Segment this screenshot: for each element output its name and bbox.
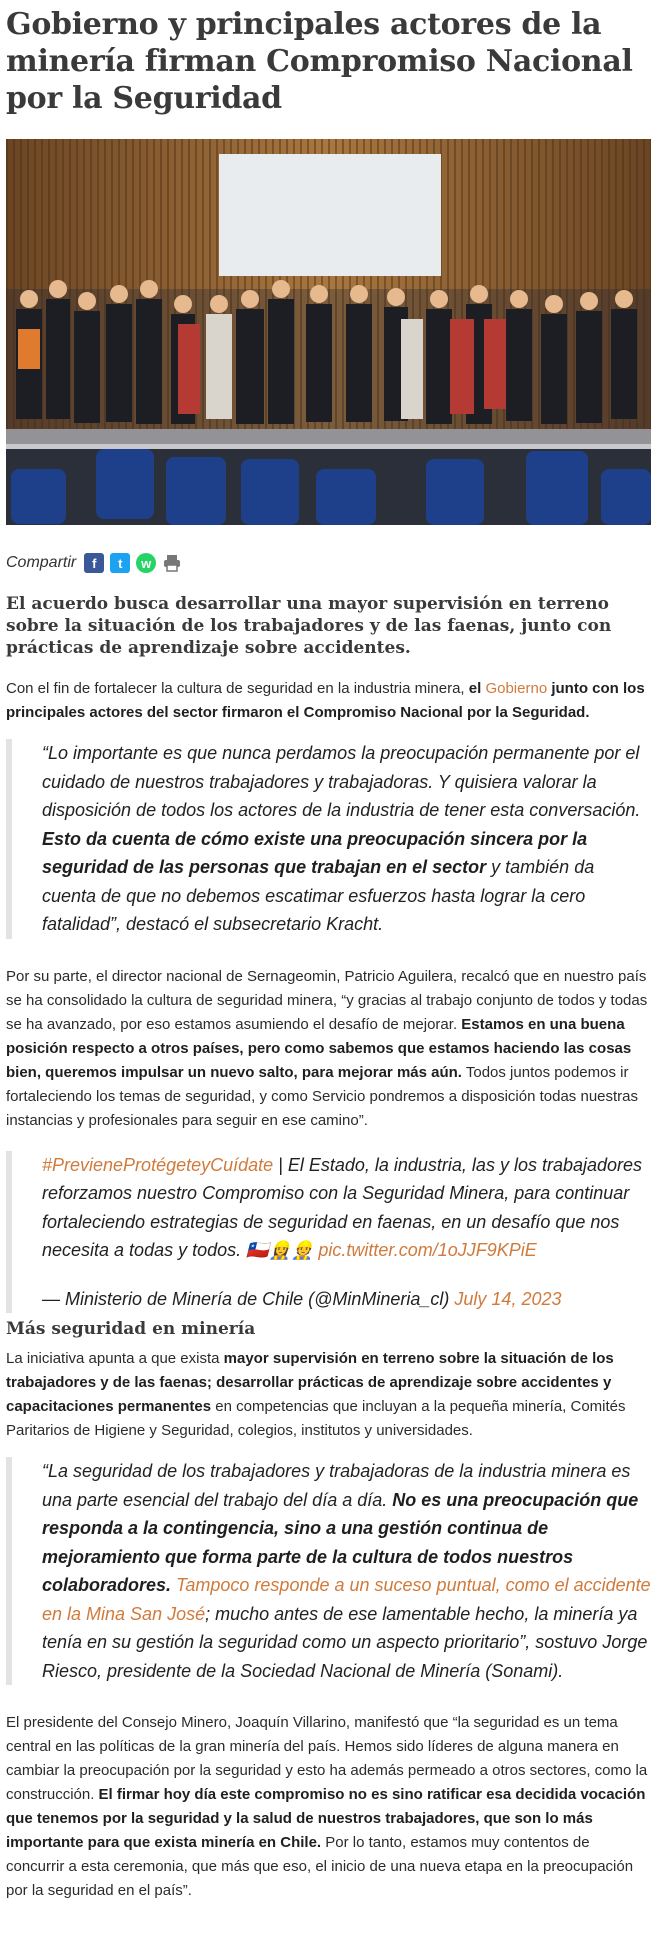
paragraph-4: El presidente del Consejo Minero, Joaquín Villarino, manifestó que “la seguridad es un tema central en las políticas de la gran minería del país. Hemos sido líderes de alguna manera en cambiar la preocupación por la seguridad y esto ha además permeado a otros sectores, como la construcción. El firmar hoy día este compromiso no es sino ratificar esa decidida vocación que tenemos por la seguridad y la salud de nuestros trabajadores, que son lo más importante para que exista minería en Chile. Por lo tanto, estamos muy contentos de concurrir a esta ceremonia, que más que eso, el inicio de una nueva etapa en la preocupación por la seguridad en el país”. (6, 1714, 648, 1899)
tweet-hashtag-link[interactable]: #PrevieneProtégeteyCuídate (42, 1154, 274, 1175)
tweet-author: — Ministerio de Minería de Chile (@MinMineria_cl) (42, 1288, 455, 1309)
quote-kracht: “Lo importante es que nunca perdamos la preocupación permanente por el cuidado de nuestros trabajadores y trabajadoras. Y quisiera valorar la disposición de todos los actores de la industria de tener esta conversación. Esto da cuenta de cómo existe una preocupación sincera por la seguridad de las personas que trabajan en el sector y también da cuenta de que no debemos escatimar esfuerzos hasta lograr la cero fatalidad”, destacó el subsecretario Kracht. (6, 739, 651, 939)
article (0, 6, 657, 1903)
article-title: Gobierno y principales actores de la minería firman Compromiso Nacional por la Seguridad (6, 7, 633, 116)
embedded-tweet: #PrevieneProtégeteyCuídate | El Estado, la industria, las y los trabajadores reforzamos nuestro Compromiso con la Seguridad Minera, para continuar fortaleciendo estrategias de seguridad en faenas, en un desafío que nos necesita a todas y todos. 🇨🇱👷‍♀️👷 pic.twitter.com/1oJJF9KPiE — Ministerio de Minería de Chile (@MinMineria_cl) July 14, 2023 (6, 1151, 651, 1314)
mina-san-jose-link[interactable]: Tampoco responde a un suceso puntual, como el accidente en la Mina San José (42, 1575, 651, 1624)
article-photo (6, 139, 651, 525)
facebook-icon[interactable]: f (84, 553, 104, 573)
section-title: Más seguridad en minería (6, 1319, 256, 1339)
tweet-date-link[interactable]: July 14, 2023 (454, 1288, 562, 1309)
group-photo-image (6, 139, 651, 525)
gobierno-link[interactable]: Gobierno (485, 680, 548, 697)
quote-riesco: “La seguridad de los trabajadores y trabajadoras de la industria minera es una parte esencial del trabajo del día a día. No es una preocupación que responda a la contingencia, sino a una gestión continua de mejoramiento que forma parte de la cultura de todos nuestros colaboradores. Tampoco responde a un suceso puntual, como el accidente en la Mina San José; mucho antes de ese lamentable hecho, la minería ya tenía en su gestión la seguridad como un aspecto prioritario”, sostuvo Jorge Riesco, presidente de la Sociedad Nacional de Minería (Sonami). (6, 1457, 651, 1685)
article-lead: El acuerdo busca desarrollar una mayor supervisión en terreno sobre la situación de los trabajadores y de las faenas, junto con prácticas de aprendizaje sobre accidentes. (6, 594, 612, 658)
share-bar (6, 553, 651, 573)
tweet-pic-link[interactable]: pic.twitter.com/1oJJF9KPiE (318, 1240, 537, 1260)
print-icon[interactable] (162, 553, 182, 573)
paragraph-1: Con el fin de fortalecer la cultura de seguridad en la industria minera, el Gobierno junto con los principales actores del sector firmaron el Compromiso Nacional por la Seguridad. (6, 680, 645, 721)
paragraph-3: La iniciativa apunta a que exista mayor supervisión en terreno sobre la situación de los trabajadores y de las faenas; desarrollar prácticas de aprendizaje sobre accidentes y capacitaciones permanentes en competencias que incluyan a la pequeña minería, Comités Paritarios de Higiene y Seguridad, colegios, institutos y universidades. (6, 1350, 626, 1439)
share-label: Compartir (6, 554, 77, 571)
paragraph-2: Por su parte, el director nacional de Sernageomin, Patricio Aguilera, recalcó que en nuestro país se ha consolidado la cultura de seguridad minera, “y gracias al trabajo conjunto de todos y todas se ha avanzado, por eso estamos asumiendo el desafío de mejorar. Estamos en una buena posición respecto a otros países, pero como sabemos que estamos haciendo las cosas bien, queremos impulsar un nuevo salto, para mejorar más aún. Todos juntos podemos ir fortaleciendo los temas de seguridad, y como Servicio pondremos a disposición todas nuestras instancias y profesionales para seguir en ese camino”. (6, 967, 648, 1129)
twitter-icon[interactable]: t (110, 553, 130, 573)
whatsapp-icon[interactable]: w (136, 553, 156, 573)
